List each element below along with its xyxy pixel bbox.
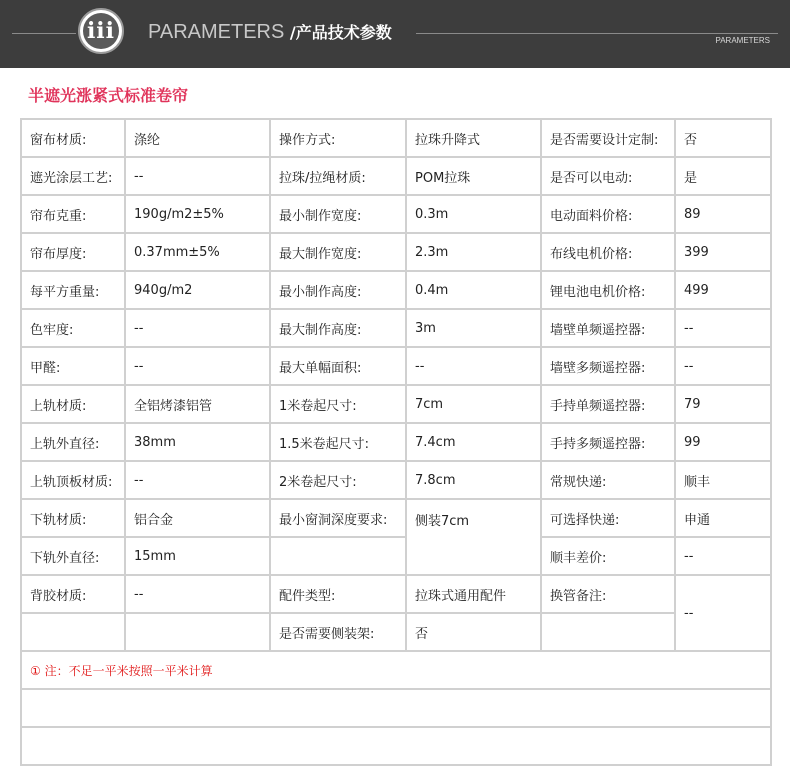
param-label: 最小窗洞深度要求: [270,499,406,537]
param-value: -- [675,347,771,385]
table-row [21,499,771,537]
footnote: ① 注：不足一平米按照一平米计算 [21,651,771,689]
table-row [21,119,771,157]
param-value: 15mm [125,537,270,575]
parameter-table [20,118,772,766]
param-label: 是否可以电动: [541,157,675,195]
param-value: 申通 [675,499,771,537]
param-label: 帘布克重: [21,195,125,233]
param-label: 锂电池电机价格: [541,271,675,309]
product-heading: 半遮光涨紧式标准卷帘 [28,86,189,105]
param-label: 墙壁单频遥控器: [541,309,675,347]
param-label: 1.5米卷起尺寸: [270,423,406,461]
param-value: -- [406,347,541,385]
param-label: 拉珠/拉绳材质: [270,157,406,195]
param-label: 布线电机价格: [541,233,675,271]
param-label: 最大制作宽度: [270,233,406,271]
param-value: 7cm [406,385,541,423]
param-label: 甲醛: [21,347,125,385]
param-value: 38mm [125,423,270,461]
param-value: 7.8cm [406,461,541,499]
empty-cell [125,613,270,651]
empty-cell [21,727,771,765]
table-row [21,385,771,423]
badge-text: iii [86,18,116,44]
param-label: 电动面料价格: [541,195,675,233]
param-label: 常规快递: [541,461,675,499]
param-label: 每平方重量: [21,271,125,309]
param-label: 下轨外直径: [21,537,125,575]
empty-cell [21,689,771,727]
param-label: 下轨材质: [21,499,125,537]
param-label: 2米卷起尺寸: [270,461,406,499]
empty-cell [21,613,125,651]
param-label: 上轨顶板材质: [21,461,125,499]
param-value: -- [125,309,270,347]
empty-cell [270,537,406,575]
param-value: 否 [406,613,541,651]
param-label: 是否需要设计定制: [541,119,675,157]
param-value: 190g/m2±5% [125,195,270,233]
table-row [21,461,771,499]
param-value: -- [125,575,270,613]
param-value: 3m [406,309,541,347]
param-value: 否 [675,119,771,157]
param-label: 上轨材质: [21,385,125,423]
param-value: -- [125,461,270,499]
banner-title-en: PARAMETERS [148,21,285,43]
param-value: 89 [675,195,771,233]
param-value: 是 [675,157,771,195]
param-label: 手持单频遥控器: [541,385,675,423]
param-label: 配件类型: [270,575,406,613]
param-value: 99 [675,423,771,461]
table-row [21,233,771,271]
table-row [21,309,771,347]
table-row [21,613,771,651]
param-value: -- [675,575,771,651]
param-value: 499 [675,271,771,309]
banner-line-right [416,33,778,34]
roman-three-icon [78,8,124,54]
param-label: 最小制作宽度: [270,195,406,233]
table-row [21,271,771,309]
param-label: 操作方式: [270,119,406,157]
table-row [21,423,771,461]
empty-cell [541,613,675,651]
param-label: 手持多频遥控器: [541,423,675,461]
param-value: 399 [675,233,771,271]
param-value: -- [125,347,270,385]
param-value: 0.37mm±5% [125,233,270,271]
param-value: 2.3m [406,233,541,271]
param-value: -- [675,309,771,347]
param-label: 窗布材质: [21,119,125,157]
param-value: 940g/m2 [125,271,270,309]
banner-title-cn: /产品技术参数 [289,23,392,42]
table-row [21,689,771,727]
param-label: 是否需要侧装架: [270,613,406,651]
table-row [21,195,771,233]
table-row [21,575,771,613]
param-value: 顺丰 [675,461,771,499]
param-value: POM拉珠 [406,157,541,195]
param-value: 0.4m [406,271,541,309]
table-row [21,651,771,689]
param-label: 最小制作高度: [270,271,406,309]
param-value: -- [675,537,771,575]
header-banner [0,0,790,68]
param-label: 墙壁多频遥控器: [541,347,675,385]
param-value: -- [125,157,270,195]
param-value: 全铝烤漆铝管 [125,385,270,423]
param-value: 涤纶 [125,119,270,157]
banner-line-left [12,33,76,34]
param-label: 色牢度: [21,309,125,347]
param-label: 顺丰差价: [541,537,675,575]
param-value: 79 [675,385,771,423]
param-label: 可选择快递: [541,499,675,537]
param-label: 帘布厚度: [21,233,125,271]
table-row [21,157,771,195]
param-value: 7.4cm [406,423,541,461]
param-value: 拉珠升降式 [406,119,541,157]
table-row [21,347,771,385]
param-label: 最大制作高度: [270,309,406,347]
param-value: 拉珠式通用配件 [406,575,541,613]
table-row [21,537,771,575]
param-label: 1米卷起尺寸: [270,385,406,423]
param-label: 最大单幅面积: [270,347,406,385]
banner-title [148,20,392,44]
param-label: 换管备注: [541,575,675,613]
param-label: 背胶材质: [21,575,125,613]
param-value: 0.3m [406,195,541,233]
param-label: 遮光涂层工艺: [21,157,125,195]
param-value: 铝合金 [125,499,270,537]
param-value: 侧装7cm [406,499,541,575]
table-row [21,727,771,765]
param-label: 上轨外直径: [21,423,125,461]
banner-tag: PARAMETERS [715,36,770,45]
